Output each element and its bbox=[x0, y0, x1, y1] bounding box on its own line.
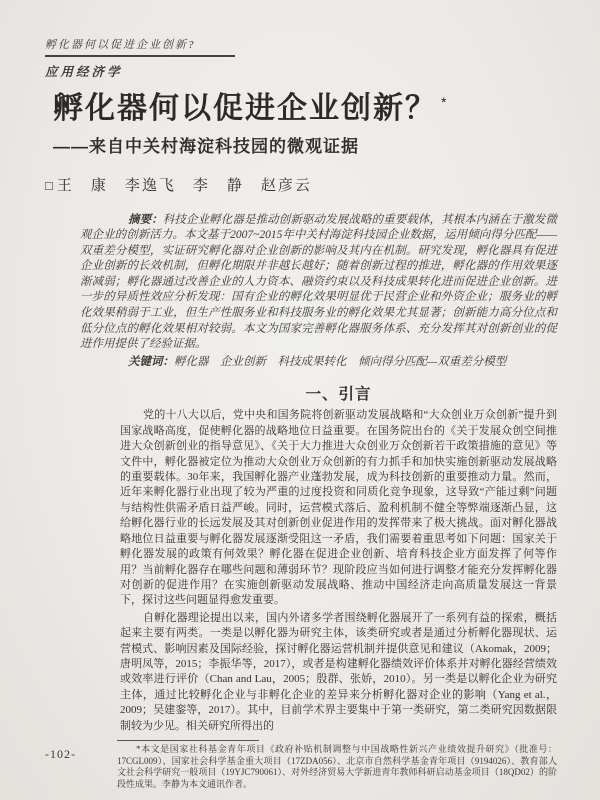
abstract-block bbox=[80, 213, 557, 353]
footnote-separator-rule bbox=[117, 740, 259, 741]
title-footnote-marker: * bbox=[441, 94, 449, 110]
abstract-text: 科技企业孵化器是推动创新驱动发展战略的重要载体，其根本内涵在于激发微观企业的创新活力。本文基于2007~2015年中关村海淀科技园企业数据，运用倾向得分匹配——双重差分模型，实证研究孵化器对企业创新的影响及其内在机制。研究发现，孵化器具有促进企业创新的长效机制，但孵化期限并非越长越好；随着创新过程的推进，孵化器的作用效果逐渐减弱；孵化器通过改善企业的人力资本、融资约束以及科技成果转化进而促进企业创新。进一步的异质性效应分析发现：国有企业的孵化效果明显优于民营企业和外资企业；服务业的孵化效果稍弱于工业，但生产性服务业和科技服务业的孵化效果尤其显著；创新能力高分位点和低分位点的孵化效果相对较弱。本文为国家完善孵化器服务体系、充分发挥其对创新创业的促进作用提供了经验证据。 bbox=[80, 213, 558, 351]
running-header-rule bbox=[45, 55, 235, 57]
body-paragraph-2: 自孵化器理论提出以来，国内外诸多学者围绕孵化器展开了一系列有益的探索，概括起来主要有两类。一类是以孵化器为研究主体，该类研究或者是通过分析孵化器现状、运营模式、影响因素及国际经验，探讨孵化器运营机制并提供意见和建议（Akomak，2009；唐明凤等，2015；李振华等，2017），或者是构建孵化器绩效评价体系并对孵化器经营绩效或效率进行评价（Chan and Lau，2005；殷群、张娇，2010）。另一类是以孵化企业为研究主体，通过比较孵化企业与非孵化企业的差异来分析孵化器对企业的影响（Yang et al.，2009；吴建銮等，2017）。其中，目前学术界主要集中于第一类研究，第二类研究因数据限制较为少见。相关研究所得出的 bbox=[120, 611, 557, 732]
article-title-text: 孵化器何以促进企业创新？ bbox=[53, 92, 437, 125]
running-header bbox=[45, 36, 557, 80]
section-heading-introduction: 一、引言 bbox=[305, 386, 372, 404]
article-title bbox=[53, 90, 557, 128]
author-box-icon: □ bbox=[45, 177, 55, 193]
author-names: 王 康 李逸飞 李 静 赵彦云 bbox=[56, 177, 312, 194]
category-label: 应用经济学 bbox=[45, 65, 123, 79]
abstract-paragraph bbox=[80, 213, 557, 353]
article-subtitle: ——来自中关村海淀科技园的微观证据 bbox=[53, 136, 359, 156]
abstract-label: 摘要： bbox=[128, 213, 163, 226]
page-number: -102- bbox=[45, 747, 76, 761]
keywords-label: 关键词： bbox=[128, 355, 174, 368]
keywords-text: 孵化器 企业创新 科技成果转化 倾向得分匹配—双重差分模型 bbox=[174, 355, 507, 368]
running-header-title: 孵化器何以促进企业创新? bbox=[45, 39, 196, 51]
body-paragraph-1: 党的十八大以后，党中央和国务院将创新驱动发展战略和“大众创业万众创新”提升到国家战略高度，促使孵化器的战略地位日益重要。在国务院出台的《关于发展众创空间推进大众创新创业的指导意见》、《关于大力推进大众创业万众创新若干政策措施的意见》等文件中，孵化器被定位为推动大众创业万众创新的有力抓手和加快实施创新驱动发展战略的重要载体。30年来，我国孵化器产业蓬勃发展，成为科技创新的重要推动力量。然而，近年来孵化器行业出现了较为严重的过度投资和同质化竞争现象，这导致“产能过剩”问题与结构性供需矛盾日益严峻。同时，运营模式落后、盈利机制不健全等弊端逐渐凸显，这给孵化器行业的长远发展及其对创新创业促进作用的发挥带来了极大挑战。面对孵化器战略地位日益重要与孵化器发展逐渐受阻这一矛盾，我们需要着重思考如下问题：国家关于孵化器发展的政策有何效果？孵化器在促进企业创新、培育科技企业方面发挥了何等作用？当前孵化器存在哪些问题和薄弱环节？现阶段应当如何进行调整才能充分发挥孵化器对创新的促进作用？在实施创新驱动发展战略、推动中国经济走向高质量发展这一背景下，探讨这些问题显得愈发重要。 bbox=[120, 409, 557, 607]
authors-line bbox=[45, 174, 557, 195]
keywords-line bbox=[80, 355, 557, 371]
footnote-text: *本文是国家社科基金青年项目《政府补贴机制调整与中国战略性新兴产业绩效提升研究》（批准号：17CGL009）、国家社会科学基金重大项目（17ZDA056）、北京市自然科学基金青年项目（9194026）、教育部人文社会科学研究一般项目（19YJC790061）、对外经济贸易大学新进青年教师科研启动基金项目（18QD02）的阶段性成果。李静为本文通讯作者。 bbox=[117, 743, 557, 789]
